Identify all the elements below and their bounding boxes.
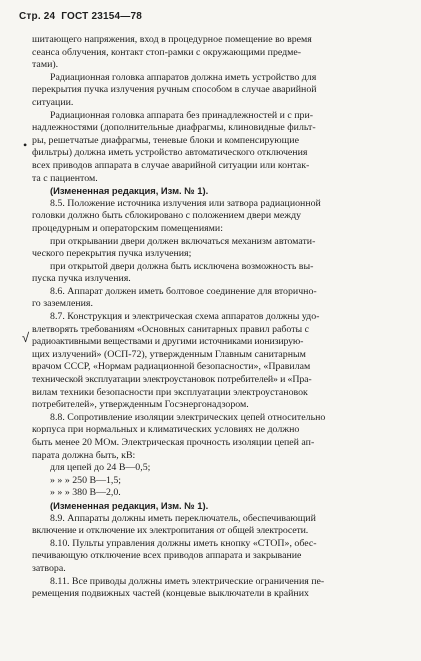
margin-mark: •	[23, 138, 28, 152]
text-line: корпуса при нормальных и климатических условиях не должно	[32, 424, 300, 436]
text-line: та с пациентом.	[32, 172, 98, 184]
text-line: для цепей до 24 В—0,5;	[50, 462, 151, 474]
text-line: 8.9. Аппараты должны иметь переключатель, обеспечивающий	[50, 512, 316, 524]
text-line: печивающую отключение всех приводов аппарата и закрывание	[32, 550, 302, 562]
text-line: ремещения подвижных частей (концевые выключатели в крайних	[32, 588, 309, 600]
text-line: включение и отключение их электропитания от общей электросети.	[32, 525, 309, 537]
body-text	[32, 34, 388, 601]
text-line: го заземления.	[32, 298, 93, 310]
page-header	[19, 11, 142, 22]
text-line: быть менее 20 МОм. Электрическая прочность изоляции цепей ап-	[32, 437, 315, 448]
text-line: тами).	[32, 59, 59, 71]
text-line: технической эксплуатации электроустановок потребителей» и «Пра-	[32, 374, 312, 386]
text-line: 8.7. Конструкция и электрическая схема аппаратов должны удо-	[50, 311, 320, 323]
text-line: пуска пучка излучения.	[32, 273, 131, 285]
text-line: влетворять требованиям «Основных санитарных правил работы с	[32, 323, 310, 335]
text-line: при открытой двери должна быть исключена возможность вы-	[50, 260, 314, 272]
text-line: » » » 250 В—1,5;	[50, 474, 122, 486]
text-line: процедурным и операторским помещениями:	[32, 222, 223, 234]
text-line: 8.8. Сопротивление изоляции электрических цепей относительно	[50, 411, 326, 423]
text-line: щих излучений» (ОСП-72), утвержденным Главным санитарным	[32, 348, 306, 360]
text-line: вилам техники безопасности при эксплуатации электроустановок	[32, 386, 308, 398]
text-line: шитающего напряжения, вход в процедурное помещение во время	[32, 34, 312, 45]
text-line: парата должна быть, кВ:	[32, 449, 136, 461]
page-number: Стр. 24	[19, 11, 56, 22]
text-line: радиоактивными веществами и другими источниками ионизирую-	[32, 336, 304, 348]
text-line: 8.11. Все приводы должны иметь электрические ограничения пе-	[50, 575, 325, 587]
text-line: затвора.	[32, 562, 66, 574]
text-line: головки должно быть сблокировано с положением двери между	[32, 210, 302, 222]
text-line: ры, решетчатые диафрагмы, теневые блоки и компенсирующие	[32, 134, 299, 146]
text-line: 8.5. Положение источника излучения или затвора радиационной	[50, 197, 321, 209]
text-line: Радиационная головка аппарата без принадлежностей и с при-	[50, 109, 314, 121]
text-line: при открывании двери должен включаться механизм автомати-	[50, 235, 316, 247]
text-line: фильтры) должна иметь устройство автоматического отключения	[32, 147, 308, 159]
text-line: всех приводов аппарата в случае аварийной ситуации или контак-	[32, 159, 310, 171]
text-line: ситуации.	[32, 96, 74, 108]
check-mark: √	[22, 330, 30, 345]
text-line: 8.6. Аппарат должен иметь болтовое соединение для вторично-	[50, 285, 317, 297]
text-line: 8.10. Пульты управления должны иметь кнопку «СТОП», обес-	[50, 537, 317, 549]
text-line: надлежностями (дополнительные диафрагмы, клиновидные фильт-	[32, 122, 316, 134]
text-line: (Измененная редакция, Изм. № 1).	[50, 499, 209, 511]
text-line: ческого перекрытия пучка излучения;	[32, 248, 192, 260]
text-line: Радиационная головка аппаратов должна иметь устройство для	[50, 71, 317, 83]
text-line: сеанса облучения, контакт стоп-рамки с окружающими предме-	[32, 46, 302, 58]
text-line: » » » 380 В—2,0.	[50, 487, 121, 499]
text-line: потребителей», утвержденным Госэнергонадзором.	[32, 399, 249, 411]
text-line: перекрытия пучка излучения ручным способом в случае аварийной	[32, 84, 317, 96]
text-line: (Измененная редакция, Изм. № 1).	[50, 185, 209, 197]
standard-number: ГОСТ 23154—78	[61, 11, 143, 22]
text-line: врачом СССР, «Нормам радиационной безопасности», «Правилам	[32, 361, 311, 373]
